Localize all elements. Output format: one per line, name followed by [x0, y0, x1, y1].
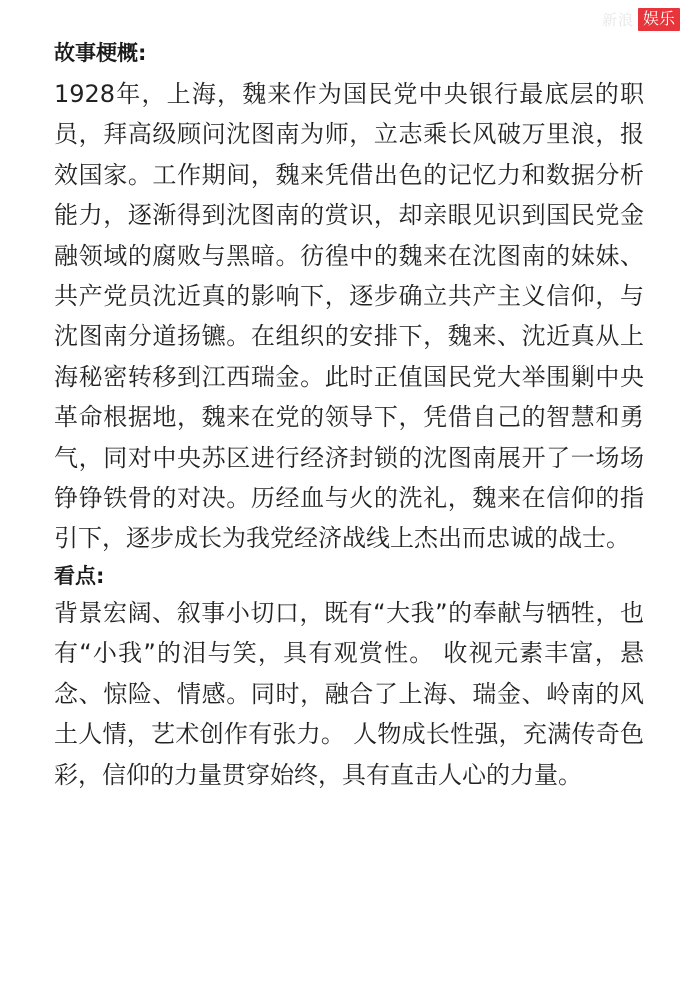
highlights-paragraph: 背景宏阔、叙事小切口，既有“大我”的奉献与牺牲，也有“小我”的泪与笑，具有观赏性。 收视元素丰富，悬念、惊险、情感。同时，融合了上海、瑞金、岭南的风土人情，艺术创作有张力。 人物成长性强，充满传奇色彩，信仰的力量贯穿始终，具有直击人心的力量。	[54, 598, 644, 789]
watermark-badge: 娱乐	[638, 8, 680, 31]
sina-entertainment-watermark	[602, 8, 680, 31]
synopsis-heading: 故事梗概:	[54, 41, 147, 65]
article-content	[54, 36, 644, 795]
highlights-heading: 看点:	[54, 563, 105, 588]
watermark-faint-text: 新浪	[601, 11, 634, 29]
synopsis-paragraph: 1928年，上海，魏来作为国民党中央银行最底层的职员，拜高级顾问沈图南为师，立志乘长风破万里浪，报效国家。工作期间，魏来凭借出色的记忆力和数据分析能力，逐渐得到沈图南的赏识，却亲眼见识到国民党金融领域的腐败与黑暗。彷徨中的魏来在沈图南的妹妹、共产党员沈近真的影响下，逐步确立共产主义信仰，与沈图南分道扬镳。在组织的安排下，魏来、沈近真从上海秘密转移到江西瑞金。此时正值国民党大举围剿中央革命根据地，魏来在党的领导下，凭借自己的智慧和勇气，同对中央苏区进行经济封锁的沈图南展开了一场场铮铮铁骨的对决。历经血与火的洗礼，魏来在信仰的指引下，逐步成长为我党经济战线上杰出而忠诚的战士。	[54, 80, 644, 553]
